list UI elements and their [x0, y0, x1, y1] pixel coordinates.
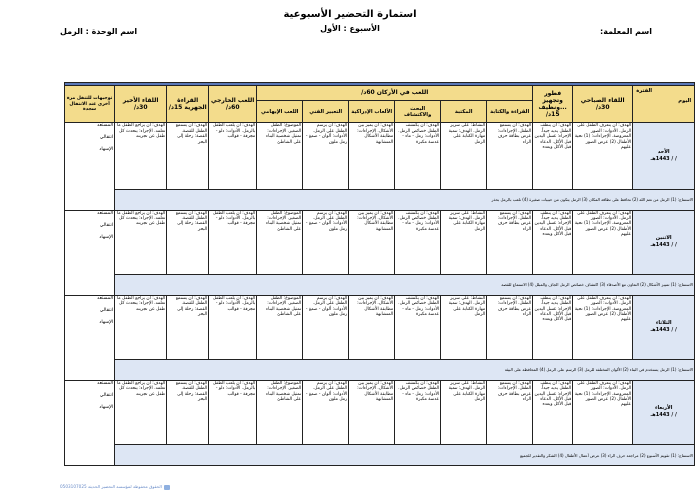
plan-cell: الهدف: أن يتعرف الطفل على الرمل. الأدوات: الصور المعروضة. الإجراءات: (1) تحية الأطفال (2) عرض الصور عليهم	[573, 380, 633, 444]
plan-cell: الهدف: أن يتعرف الطفل على الرمل. الأدوات: الصور المعروضة. الإجراءات: (1) تحية الأطفال (2) عرض الصور عليهم	[573, 123, 633, 189]
week-label: الأسبوع : الأول	[320, 24, 380, 33]
plan-cell: الهدف: أن يميز بين الأشكال. الإجراءات: مطابقة الأشكال المتشابهة	[349, 123, 395, 189]
plan-cell: الهدف: أن يكتشف الطفل خصائص الرمل. الأدوات: رمل - ماء - عدسة مكبرة	[395, 295, 441, 359]
header-pretend-play: اللعب الإيهامي	[257, 100, 303, 123]
footer-copyright: الحقوق محفوظة لمؤسسة التحضير الحديثة 0503107025	[60, 484, 170, 490]
plan-cell: الهدف: أن يكتشف الطفل خصائص الرمل. الأدوات: رمل - ماء - عدسة مكبرة	[395, 380, 441, 444]
plan-cell: الهدف: أن يستمع الطفل للقصة. القصة: رحلة إلى البحر	[167, 380, 209, 444]
header-last-meeting: اللقاء الأخير 30د/	[115, 86, 167, 123]
plan-cell: الموضوع: الطفل الصغير. الإجراءات: تمثيل شخصية البناء على الشاطئ	[257, 380, 303, 444]
plan-cell: النشاط: على سرير الرمل. الهدف: تنمية مهارة الكتابة على الرمل	[441, 210, 487, 274]
plan-cell: الهدف: أن ينظف الطفل يديه جيداً. الإجراء: غسل اليدين قبل الأكل. الدعاء قبل الأكل وبعده	[533, 295, 573, 359]
plan-cell: الهدف: أن يستمع الطفل للقصة. القصة: رحلة إلى البحر	[167, 123, 209, 189]
plan-cell: الهدف: أن يستمع الطفل. الإجراءات: عرض بطاقة حرف الراء	[487, 210, 533, 274]
phone-icon	[164, 485, 170, 490]
plan-cell: الهدف: أن يرسم الطفل على الرمل. الأدوات: ألوان - صمغ - رمل ملون	[303, 123, 349, 189]
plan-cell: النشاط: على سرير الرمل. الهدف: تنمية مهارة الكتابة على الرمل	[441, 295, 487, 359]
transition-cell: المستعد انتقالي الإسهاد	[65, 295, 115, 380]
day-cell: الاثنين / / 1443هـ	[633, 210, 695, 274]
plan-cell: الهدف: أن يستمع الطفل للقصة. القصة: رحلة إلى البحر	[167, 295, 209, 359]
plan-cell: الهدف: أن يكتشف الطفل خصائص الرمل. الأدوات: رمل - ماء - عدسة مكبرة	[395, 210, 441, 274]
unit-name-label: اسم الوحدة : الرمل	[60, 27, 138, 36]
plan-cell: الهدف: أن ينظف الطفل يديه جيداً. الإجراء: غسل اليدين قبل الأكل. الدعاء قبل الأكل وبعده	[533, 380, 573, 444]
plan-cell: الهدف: أن يتعرف الطفل على الرمل. الأدوات: الصور المعروضة. الإجراءات: (1) تحية الأطفال (2) عرض الصور عليهم	[573, 295, 633, 359]
plan-cell: الهدف: أن يلعب الطفل بالرمل. الأدوات: دلو - مجرفة - قوالب	[209, 210, 257, 274]
plan-cell: النشاط: على سرير الرمل. الهدف: تنمية مهارة الكتابة على الرمل	[441, 123, 487, 189]
header-perceptual-games: الألعاب الإدراكية	[349, 100, 395, 123]
plan-cell: الهدف: أن يراجع الطفل ما تعلمه. الإجراء: يتحدث كل طفل عن تجربته	[115, 295, 167, 359]
plan-cell: الهدف: أن يرسم الطفل على الرمل. الأدوات: ألوان - صمغ - رمل ملون	[303, 380, 349, 444]
weekly-plan-table	[64, 82, 694, 466]
header-morning-meeting: اللقاء الصباحي 30د/	[573, 86, 633, 123]
plan-cell: الموضوع: الطفل الصغير. الإجراءات: تمثيل شخصية البناء على الشاطئ	[257, 210, 303, 274]
plan-cell: الهدف: أن يستمع الطفل للقصة. القصة: رحلة إلى البحر	[167, 210, 209, 274]
day-cell: الأحد / / 1443هـ	[633, 123, 695, 189]
teacher-name-label: اسم المعلمة:	[600, 27, 652, 36]
plan-cell: الهدف: أن يميز بين الأشكال. الإجراءات: مطابقة الأشكال المتشابهة	[349, 380, 395, 444]
plan-cell: الهدف: أن يلعب الطفل بالرمل. الأدوات: دلو - مجرفة - قوالب	[209, 380, 257, 444]
plan-cell: الهدف: أن يراجع الطفل ما تعلمه. الإجراء: يتحدث كل طفل عن تجربته	[115, 380, 167, 444]
plan-cell: الهدف: أن يرسم الطفل على الرمل. الأدوات: ألوان - صمغ - رمل ملون	[303, 295, 349, 359]
plan-cell: الهدف: أن يلعب الطفل بالرمل. الأدوات: دلو - مجرفة - قوالب	[209, 295, 257, 359]
period-day-header: الفترة اليوم	[633, 86, 695, 123]
plan-cell: النشاط: على سرير الرمل. الهدف: تنمية مهارة الكتابة على الرمل	[441, 380, 487, 444]
plan-cell: الهدف: أن يراجع الطفل ما تعلمه. الإجراء: يتحدث كل طفل عن تجربته	[115, 210, 167, 274]
plan-cell: الموضوع: الطفل الصغير. الإجراءات: تمثيل شخصية البناء على الشاطئ	[257, 123, 303, 189]
plan-cell: الهدف: أن يميز بين الأشكال. الإجراءات: مطابقة الأشكال المتشابهة	[349, 210, 395, 274]
plan-cell: الهدف: أن ينظف الطفل يديه جيداً. الإجراء: غسل اليدين قبل الأكل. الدعاء قبل الأكل وبعده	[533, 123, 573, 189]
plan-cell: الهدف: أن يميز بين الأشكال. الإجراءات: مطابقة الأشكال المتشابهة	[349, 295, 395, 359]
plan-cell: الهدف: أن يلعب الطفل بالرمل. الأدوات: دلو - مجرفة - قوالب	[209, 123, 257, 189]
header-reading-writing: القراءة والكتابة	[487, 100, 533, 123]
plan-cell: الهدف: أن يراجع الطفل ما تعلمه. الإجراء: يتحدث كل طفل عن تجربته	[115, 123, 167, 189]
plan-cell: الهدف: أن يتعرف الطفل على الرمل. الأدوات: الصور المعروضة. الإجراءات: (1) تحية الأطفال (2) عرض الصور عليهم	[573, 210, 633, 274]
day-cell: الأربعاء / / 1443هـ	[633, 380, 695, 444]
plan-cell: الهدف: أن ينظف الطفل يديه جيداً. الإجراء: غسل اليدين قبل الأكل. الدعاء قبل الأكل وبعده	[533, 210, 573, 274]
header-breakfast: فطور وتجهيز ...ونظيف 15د/	[533, 86, 573, 123]
header-art: التعبير الفني	[303, 100, 349, 123]
page-title: استمارة التحضير الأسبوعية	[283, 9, 417, 20]
header-transition-notes: توجيهات للتنقل مرة أخرى عند الانتقال سجدة	[65, 86, 115, 123]
day-conclusion-note: الاستنتاج: (1) تقويم الأسبوع (2) مراجعة حرف الراء (3) عرض أعمال الأطفال (4) الشكر والتقدير للجميع	[115, 445, 695, 466]
plan-cell: الموضوع: الطفل الصغير. الإجراءات: تمثيل شخصية البناء على الشاطئ	[257, 295, 303, 359]
transition-cell: المستعد انتقالي الإسهاد	[65, 123, 115, 210]
plan-cell: الهدف: أن يستمع الطفل. الإجراءات: عرض بطاقة حرف الراء	[487, 123, 533, 189]
transition-cell: المستعد انتقالي الإسهاد	[65, 380, 115, 465]
plan-cell: الهدف: أن يستمع الطفل. الإجراءات: عرض بطاقة حرف الراء	[487, 380, 533, 444]
header-research: البحث والاكتشاف	[395, 100, 441, 123]
header-free-play: اللعب في الأركان 60د/	[257, 86, 533, 101]
day-conclusion-note: الاستنتاج: (1) تمييز الأشكال (2) التعاون مع الأصدقاء (3) اكتشاف خصائص الرمل الجاف والمبلل (4) الاستماع للقصة	[115, 274, 695, 295]
transition-cell: المستعد انتقالي الإسهاد	[65, 210, 115, 295]
header-library: المكتبة	[441, 100, 487, 123]
day-conclusion-note: الاستنتاج: (1) الرمل من نعم الله (2) نحافظ على نظافة المكان (3) الرمل يتكون من حبيبات صغيرة (4) نلعب بالرمل بحذر	[115, 189, 695, 210]
plan-cell: الهدف: أن يكتشف الطفل خصائص الرمل. الأدوات: رمل - ماء - عدسة مكبرة	[395, 123, 441, 189]
day-conclusion-note: الاستنتاج: (1) الرمل يستخدم في البناء (2) الألوان المختلفة للرمل (3) الرسم على الرمل (4) المحافظة على البيئة	[115, 360, 695, 381]
header-read-aloud: القراءة الجهرية 15د/	[167, 86, 209, 123]
day-cell: الثلاثاء / / 1443هـ	[633, 295, 695, 359]
plan-cell: الهدف: أن يرسم الطفل على الرمل. الأدوات: ألوان - صمغ - رمل ملون	[303, 210, 349, 274]
header-outdoor-play: اللعب الخارجي 60د/	[209, 86, 257, 123]
plan-cell: الهدف: أن يستمع الطفل. الإجراءات: عرض بطاقة حرف الراء	[487, 295, 533, 359]
